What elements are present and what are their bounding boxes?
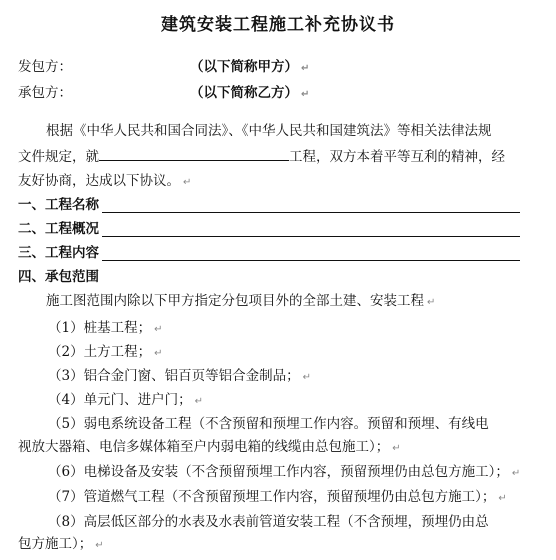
list-item: （1）桩基工程； ↵ [48, 320, 163, 336]
issuer-label: 发包方： [18, 59, 72, 75]
contractor-note: （以下简称乙方） ↵ [190, 85, 310, 101]
section-project-content: 三、工程内容 [18, 245, 99, 261]
paragraph-mark-icon: ↵ [511, 468, 521, 479]
list-item: （5）弱电系统设备工程（不含预留和预埋工作内容。预留和预埋、有线电 [48, 416, 489, 432]
paragraph-mark-icon: ↵ [194, 396, 203, 407]
contractor-label: 承包方： [18, 85, 72, 101]
paragraph-mark-icon: ↵ [302, 372, 311, 383]
section-project-name: 一、工程名称 [18, 197, 99, 213]
paragraph-mark-icon: ↵ [154, 324, 163, 335]
paragraph-mark-icon: ↵ [183, 177, 192, 188]
list-item: （8）高层低区部分的水表及水表前管道安装工程（不含预埋，预埋仍由总 [48, 514, 489, 530]
scope-intro: 施工图范围内除以下甲方指定分包项目外的全部土建、安装工程 ↵ [46, 293, 436, 309]
list-item: （6）电梯设备及安装（不含预留预埋工作内容，预留预埋仍由总包方施工）； ↵ [48, 464, 521, 480]
list-item: （2）土方工程； ↵ [48, 344, 163, 360]
project-overview-line [102, 236, 520, 237]
section-project-overview: 二、工程概况 [18, 221, 99, 237]
document-title: 建筑安装工程施工补充协议书 [161, 15, 395, 35]
issuer-note: （以下简称甲方） ↵ [190, 59, 310, 75]
list-item: （4）单元门、进户门； ↵ [48, 392, 203, 408]
list-item-continuation: 包方施工）； ↵ [18, 536, 104, 552]
paragraph-mark-icon: ↵ [301, 63, 310, 74]
intro-line-2: 文件规定，就 工程，双方本着平等互利的精神，经 [18, 149, 505, 165]
list-item: （7）管道燃气工程（不含预留预埋工作内容，预留预埋仍由总包方施工）； ↵ [48, 489, 507, 505]
intro-line-3: 友好协商，达成以下协议。 ↵ [18, 173, 192, 189]
paragraph-mark-icon: ↵ [301, 89, 310, 100]
paragraph-mark-icon: ↵ [392, 443, 401, 454]
project-name-line [102, 212, 520, 213]
paragraph-mark-icon: ↵ [427, 297, 436, 308]
paragraph-mark-icon: ↵ [498, 493, 507, 504]
intro-line-1: 根据《中华人民共和国合同法》、《中华人民共和国建筑法》等相关法律法规 [46, 123, 492, 139]
list-item-continuation: 视放大器箱、电信多媒体箱至户内弱电箱的线缆由总包施工）； ↵ [18, 439, 401, 455]
paragraph-mark-icon: ↵ [95, 540, 104, 551]
section-contract-scope: 四、承包范围 [18, 269, 99, 285]
project-name-blank [99, 147, 289, 161]
paragraph-mark-icon: ↵ [154, 348, 163, 359]
list-item: （3）铝合金门窗、铝百页等铝合金制品； ↵ [48, 368, 311, 384]
project-content-line [102, 260, 520, 261]
